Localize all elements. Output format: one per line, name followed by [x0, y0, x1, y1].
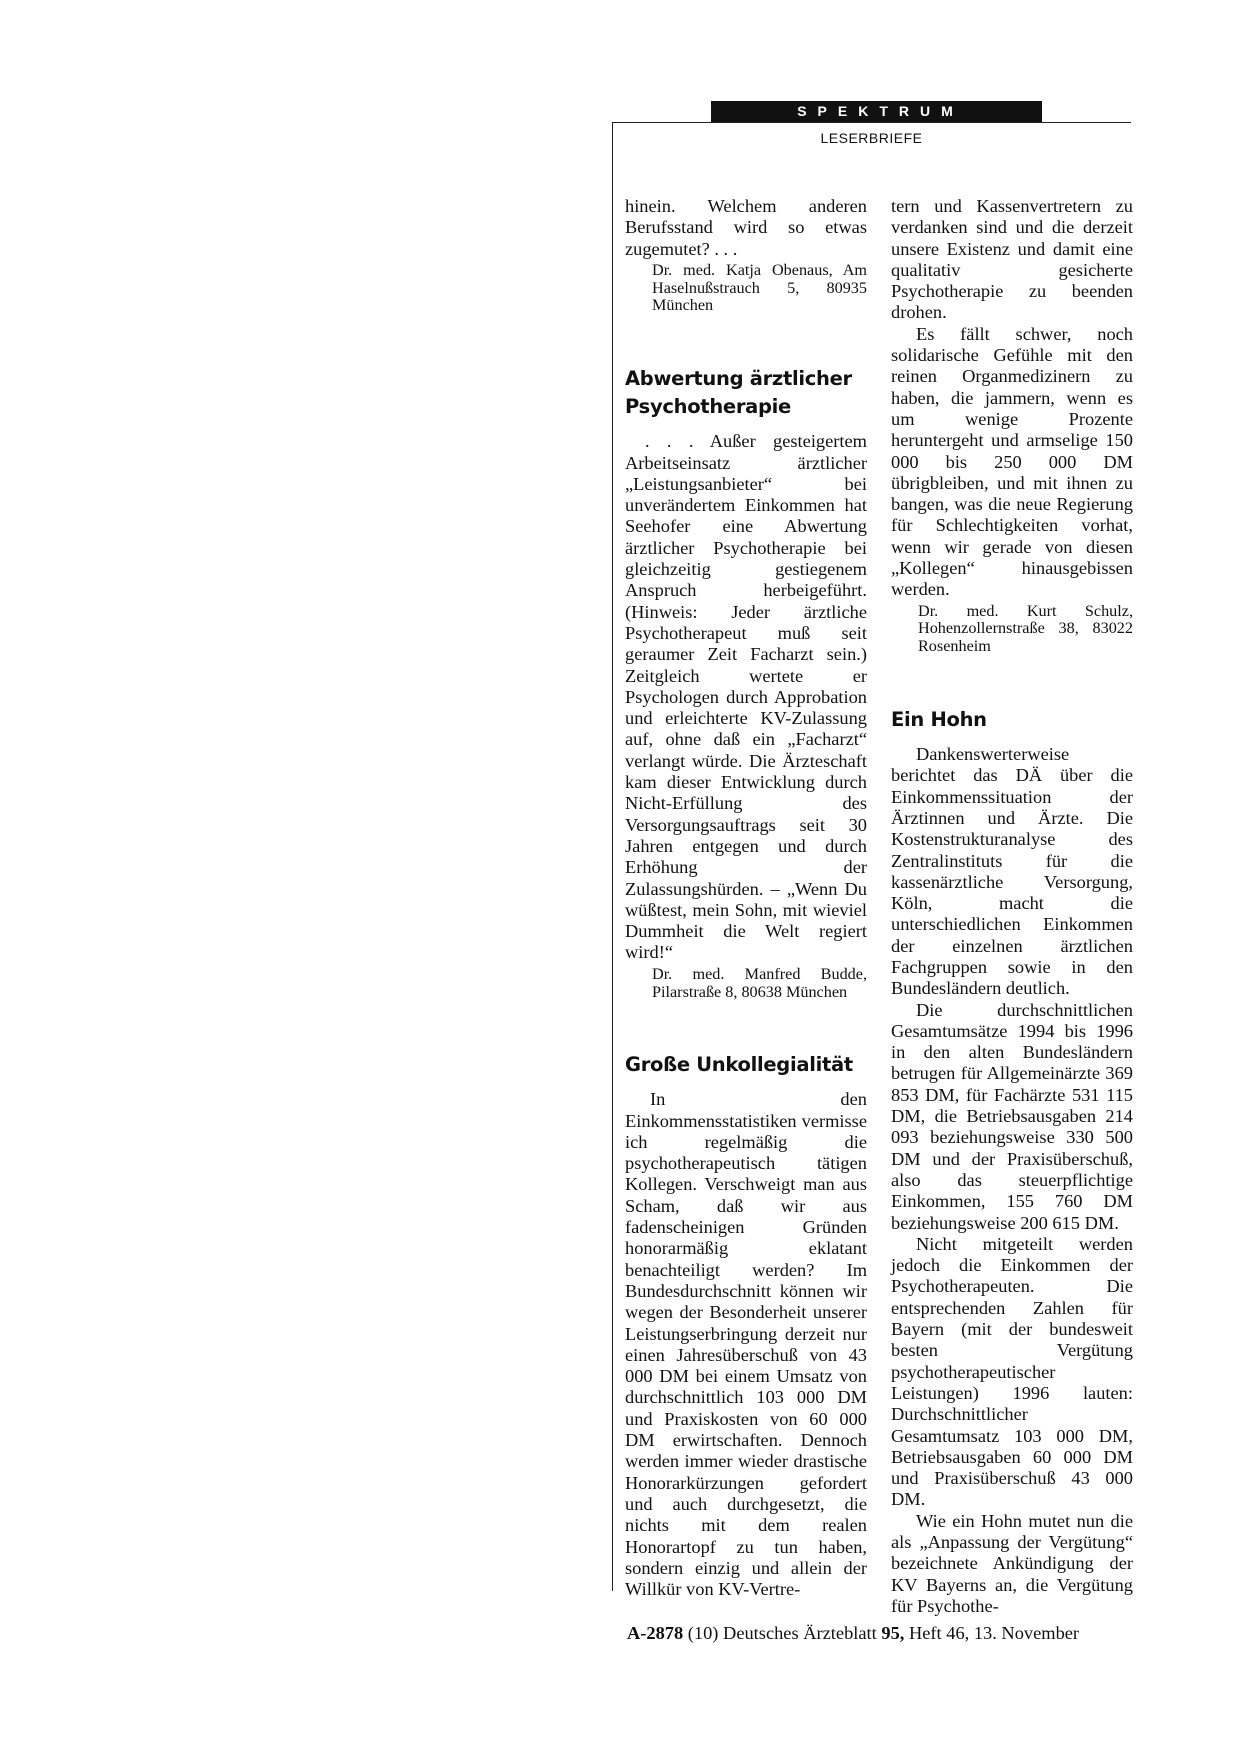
- subsection-label: LESERBRIEFE: [820, 130, 923, 146]
- header-rule: [612, 122, 1131, 123]
- page-footer: [627, 1623, 1147, 1644]
- letter3-paragraph: Wie ein Hohn mutet nun die als „Anpassung der Vergütung“ bezeichnete Ankündigung der KV Bayerns an, die Vergütung für Psychothe-: [891, 1510, 1133, 1616]
- letter2-title: Große Unkollegialität: [625, 1053, 853, 1077]
- letter1-text: . . . Außer gesteigertem Arbeitseinsatz ärztlicher „Leistungsanbieter“ bei unverändertem Einkommen hat Seehofer eine Abwertung ärztlicher Psychotherapie bei gleichzeitig gestiegenem Anspruch herbeigeführt. (Hinweis: Jeder ärztliche Psychotherapeut muß seit geraumer Zeit Facharzt sein.) Zeitgleich wertete er Psychologen durch Approbation und erleichterte KV-Zulassung auf, ohne daß ein „Facharzt“ verlangt würde. Die Ärzteschaft kam dieser Entwicklung durch Nicht-Erfüllung des Versorgungsauftrags seit 30 Jahren entgegen und durch Erhöhung der Zulassungshürden. – „Wenn Du wüßtest, mein Sohn, mit wieviel Dummheit die Welt regiert wird!“: [625, 431, 867, 963]
- section-header: SPEKTRUM: [711, 101, 1042, 122]
- continuation-paragraph: tern und Kassenvertretern zu verdanken sind und die derzeit unsere Existenz und damit eine qualitativ gesicherte Psychotherapie zu beenden drohen.: [891, 196, 1133, 323]
- letter1-signature: Dr. med. Manfred Budde, Pilarstraße 8, 80638 München: [652, 964, 867, 1001]
- continuation-paragraph: Es fällt schwer, noch solidarische Gefühle mit den reinen Organmedizinern zu haben, die jammern, wenn es um wenige Prozente heruntergeht und armselige 150 000 bis 250 000 DM übrigbleiben, und mit ihnen zu bangen, was die neue Regierung für Schlechtigkeiten vorhat, wenn wir gerade von diesen „Kollegen“ hinausgebissen werden.: [891, 323, 1133, 600]
- letter3-paragraph: Dankenswerterweise berichtet das DÄ über die Einkommenssituation der Ärztinnen und Ärzte. Die Kostenstrukturanalyse des Zentralinstituts für die kassenärztliche Versorgung, Köln, macht die unterschiedlichen Einkommen der einzelnen ärztlichen Fachgruppen sowie in den Bundesländern deutlich.: [891, 744, 1133, 999]
- right-column: [891, 196, 1133, 1617]
- letter3-title: Ein Hohn: [891, 708, 987, 732]
- volume-number: 95,: [881, 1623, 905, 1643]
- page-number: A-2878: [627, 1623, 684, 1643]
- continuation-signature: Dr. med. Kurt Schulz, Hohenzollernstraße 38, 83022 Rosenheim: [918, 601, 1133, 656]
- journal-name: Deutsches Ärzteblatt: [723, 1623, 877, 1643]
- intro-signature: Dr. med. Katja Obenaus, Am Haselnußstrauch 5, 80935 München: [652, 260, 867, 315]
- letter1-title: Abwertung ärztlicher Psychotherapie: [625, 367, 852, 419]
- letter3-paragraph: Nicht mitgeteilt werden jedoch die Einkommen der Psychotherapeuten. Die entsprechenden Zahlen für Bayern (mit der bundesweit besten Vergütung psychotherapeutischer Leistungen) 1996 lauten: Durchschnittlicher Gesamtumsatz 103 000 DM, Betriebsausgaben 60 000 DM und Praxisüberschuß 43 000 DM.: [891, 1233, 1133, 1510]
- intro-text: hinein. Welchem anderen Berufsstand wird so etwas zugemutet? . . .: [625, 196, 867, 259]
- column-rule: [612, 123, 613, 1591]
- letter2-text: In den Einkommensstatistiken vermisse ich regelmäßig die psychotherapeutisch tätigen Kollegen. Verschweigt man aus Scham, daß wir aus fadenscheinigen Gründen honorarmäßig eklatant benachteiligt werden? Im Bundesdurchschnitt können wir wegen der Besonderheit unserer Leistungserbringung derzeit nur einen Jahresüberschuß von 43 000 DM bei einem Umsatz von durchschnittlich 103 000 DM und Praxiskosten von 60 000 DM erwirtschaften. Dennoch werden immer wieder drastische Honorarkürzungen gefordert und auch durchgesetzt, die nichts mit dem realen Honorartopf zu tun haben, sondern einzig und allein der Willkür von KV-Vertre-: [625, 1089, 867, 1600]
- issue-page: (10): [687, 1623, 719, 1643]
- left-column: [625, 196, 867, 1600]
- issue-info: Heft 46, 13. November: [908, 1623, 1080, 1643]
- letter3-paragraph: Die durchschnittlichen Gesamtumsätze 1994 bis 1996 in den alten Bundesländern betrugen für Allgemeinärzte 369 853 DM, für Fachärzte 531 115 DM, die Betriebsausgaben 214 093 beziehungsweise 330 500 DM und der Praxisüberschuß, also das steuerpflichtige Einkommen, 155 760 DM beziehungsweise 200 615 DM.: [891, 999, 1133, 1233]
